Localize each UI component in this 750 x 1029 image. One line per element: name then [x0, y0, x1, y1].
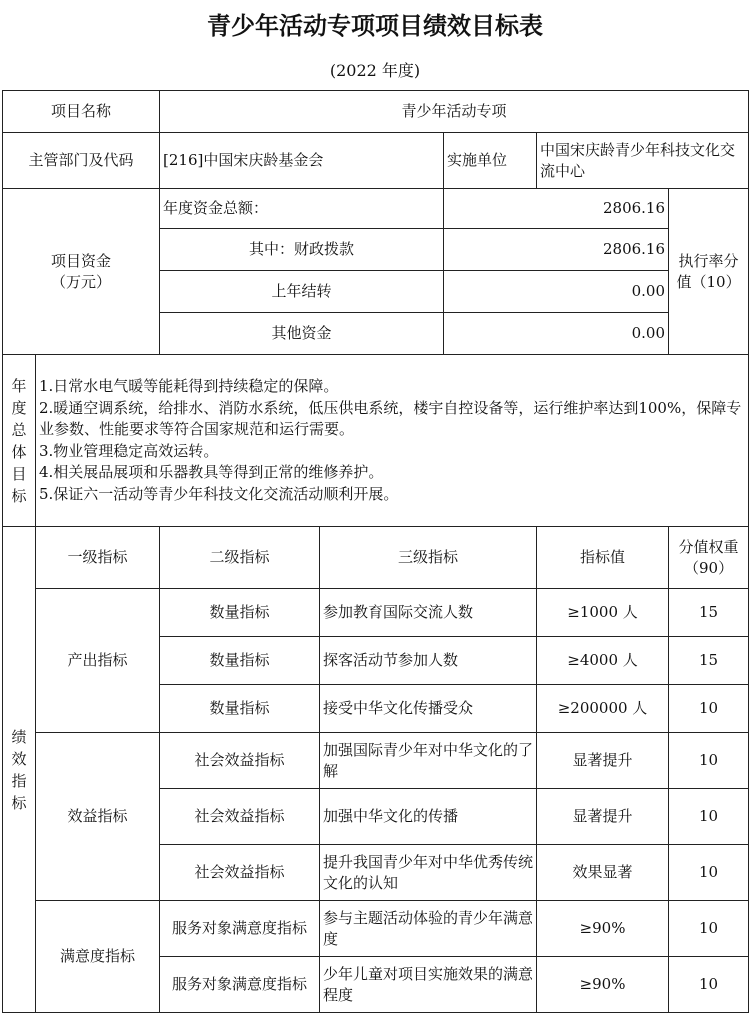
level2-cell: 服务对象满意度指标 — [160, 957, 320, 1013]
indicator-value: 显著提升 — [537, 789, 669, 845]
indicators-side-char: 效 — [11, 749, 27, 768]
funds-total-value: 2806.16 — [444, 189, 669, 229]
funds-fiscal-value: 2806.16 — [444, 229, 669, 271]
level2-cell: 社会效益指标 — [160, 733, 320, 789]
header-level1: 一级指标 — [36, 527, 160, 589]
goal-item: 1.日常水电气暖等能耗得到持续稳定的保障。 — [39, 377, 339, 395]
funds-label-line1: 项目资金 — [51, 251, 112, 270]
level2-cell: 数量指标 — [160, 637, 320, 685]
header-weight: 分值权重（90） — [669, 527, 749, 589]
indicators-side-char: 标 — [11, 793, 27, 812]
level2-cell: 数量指标 — [160, 589, 320, 637]
level2-cell: 社会效益指标 — [160, 845, 320, 901]
level3-cell: 参与主题活动体验的青少年满意度 — [320, 901, 537, 957]
indicator-value: ≥4000 人 — [537, 637, 669, 685]
goals-label-char: 目 — [11, 464, 27, 483]
indicator-weight: 10 — [669, 845, 749, 901]
indicator-weight: 10 — [669, 685, 749, 733]
project-name-value: 青少年活动专项 — [160, 91, 749, 133]
indicator-value: ≥1000 人 — [537, 589, 669, 637]
funds-carryover-label: 上年结转 — [160, 271, 444, 313]
page-title: 青少年活动专项项目绩效目标表 — [207, 12, 543, 40]
level2-cell: 社会效益指标 — [160, 789, 320, 845]
level1-satisfaction: 满意度指标 — [36, 901, 160, 1013]
indicator-weight: 10 — [669, 957, 749, 1013]
level3-cell: 接受中华文化传播受众 — [320, 685, 537, 733]
indicator-value: 显著提升 — [537, 733, 669, 789]
indicator-weight: 10 — [669, 789, 749, 845]
header-value: 指标值 — [537, 527, 669, 589]
indicator-value: ≥90% — [537, 957, 669, 1013]
indicators-side-char: 指 — [11, 771, 27, 790]
funds-total-label: 年度资金总额： — [160, 189, 444, 229]
level1-output: 产出指标 — [36, 589, 160, 733]
level3-cell: 加强中华文化的传播 — [320, 789, 537, 845]
goals-label — [3, 355, 36, 527]
indicators-side-label — [3, 527, 36, 1013]
indicator-weight: 15 — [669, 637, 749, 685]
goals-label-char: 度 — [11, 398, 27, 417]
funds-label-line2: （万元） — [51, 272, 112, 291]
project-name-label: 项目名称 — [3, 91, 160, 133]
goal-item: 5.保证六一活动等青少年科技文化交流活动顺利开展。 — [39, 484, 399, 503]
goals-label-char: 体 — [11, 442, 27, 461]
funds-fiscal-label: 其中：财政拨款 — [160, 229, 444, 271]
goals-content — [36, 355, 749, 527]
level3-cell: 参加教育国际交流人数 — [320, 589, 537, 637]
header-level3: 三级指标 — [320, 527, 537, 589]
goals-label-char: 标 — [11, 486, 27, 505]
indicator-value: ≥90% — [537, 901, 669, 957]
goals-label-char: 年 — [11, 376, 27, 395]
impl-value: 中国宋庆龄青少年科技文化交流中心 — [537, 133, 749, 189]
level3-cell: 加强国际青少年对中华文化的了解 — [320, 733, 537, 789]
level3-cell: 少年儿童对项目实施效果的满意程度 — [320, 957, 537, 1013]
level2-cell: 数量指标 — [160, 685, 320, 733]
indicator-value: ≥200000 人 — [537, 685, 669, 733]
indicator-weight: 10 — [669, 901, 749, 957]
funds-other-label: 其他资金 — [160, 313, 444, 355]
dept-label: 主管部门及代码 — [3, 133, 160, 189]
indicator-value: 效果显著 — [537, 845, 669, 901]
funds-score-label: 执行率分值（10） — [669, 189, 749, 355]
goal-item: 2.暖通空调系统，给排水、消防水系统，低压供电系统，楼宇自控设备等，运行维护率达到100%，保障专业参数、性能要求等符合国家规范和运行需要。 — [39, 398, 742, 438]
goals-label-char: 总 — [11, 420, 27, 439]
goal-item: 3.物业管理稳定高效运转。 — [39, 441, 219, 460]
performance-table — [2, 90, 749, 1013]
funds-label — [3, 189, 160, 355]
indicator-weight: 15 — [669, 589, 749, 637]
impl-label: 实施单位 — [444, 133, 537, 189]
indicator-weight: 10 — [669, 733, 749, 789]
header-level2: 二级指标 — [160, 527, 320, 589]
dept-value: [216]中国宋庆龄基金会 — [160, 133, 444, 189]
goal-item: 4.相关展品展项和乐器教具等得到正常的维修养护。 — [39, 463, 384, 481]
level3-cell: 探客活动节参加人数 — [320, 637, 537, 685]
level1-benefit: 效益指标 — [36, 733, 160, 901]
level2-cell: 服务对象满意度指标 — [160, 901, 320, 957]
funds-carryover-value: 0.00 — [444, 271, 669, 313]
indicators-side-char: 绩 — [11, 727, 27, 746]
level3-cell: 提升我国青少年对中华优秀传统文化的认知 — [320, 845, 537, 901]
funds-other-value: 0.00 — [444, 313, 669, 355]
page-subtitle: (2022 年度) — [329, 61, 421, 80]
